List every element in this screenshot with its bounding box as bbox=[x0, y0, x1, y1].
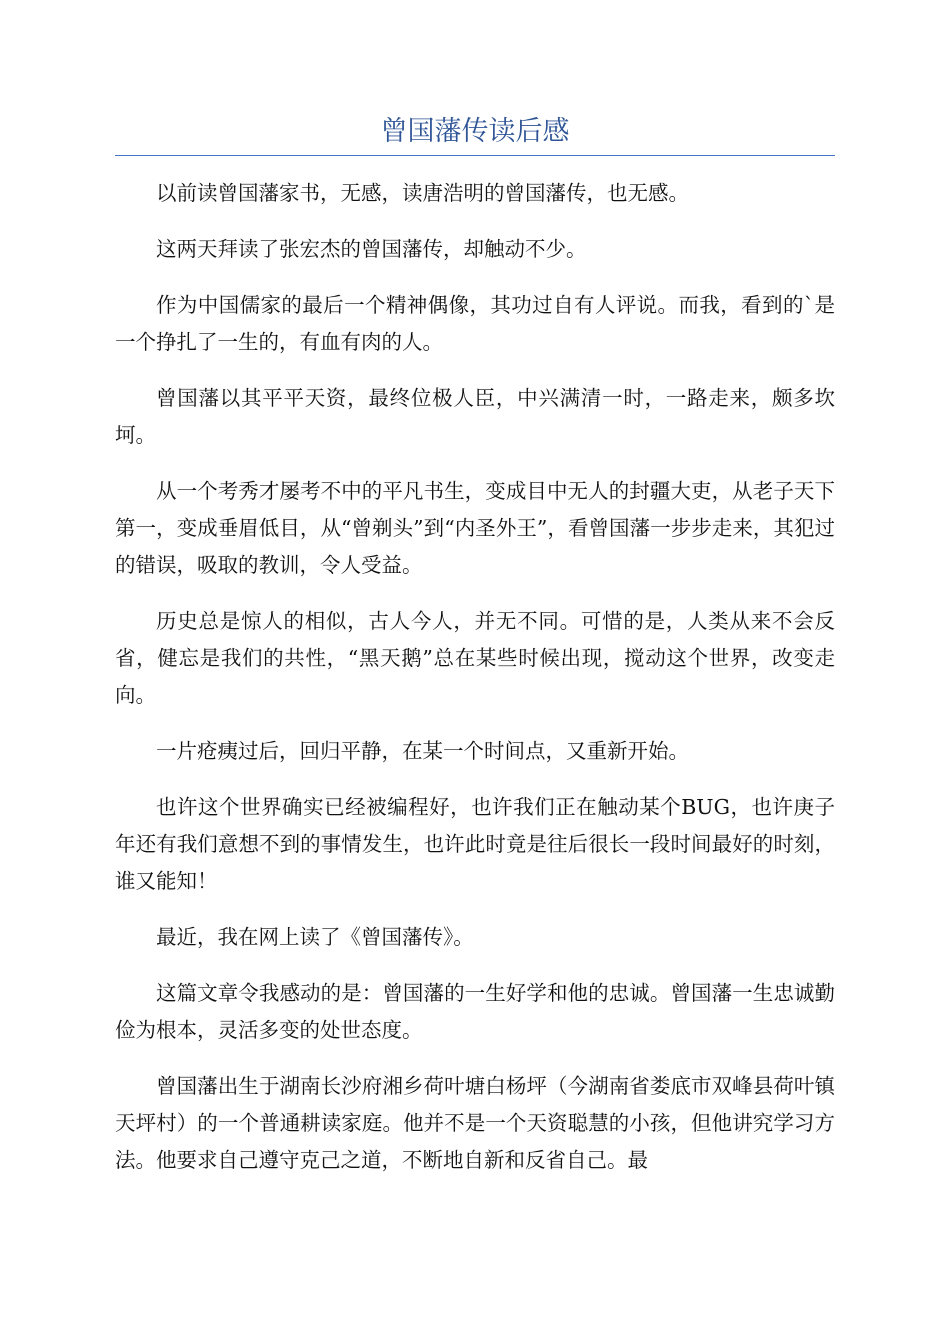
paragraph-9: 最近，我在网上读了《曾国藩传》。 bbox=[156, 925, 474, 949]
paragraph-1: 以前读曾国藩家书，无感，读唐浩明的曾国藩传，也无感。 bbox=[156, 181, 689, 205]
paragraph-10: 这篇文章令我感动的是：曾国藩的一生好学和他的忠诚。曾国藩一生忠诚勤俭为根本，灵活多变的处世态度。 bbox=[115, 981, 835, 1042]
paragraph-11: 曾国藩出生于湖南长沙府湘乡荷叶塘白杨坪（今湖南省娄底市双峰县荷叶镇天坪村）的一个普通耕读家庭。他并不是一个天资聪慧的小孩，但他讲究学习方法。他要求自己遵守克己之道，不断地自新和反省自己。最 bbox=[115, 1074, 835, 1172]
paragraph-2: 这两天拜读了张宏杰的曾国藩传，却触动不少。 bbox=[156, 237, 587, 261]
title-underline bbox=[115, 155, 835, 156]
document-body bbox=[115, 175, 835, 1198]
paragraph-4: 曾国藩以其平平天资，最终位极人臣，中兴满清一时，一路走来，颇多坎坷。 bbox=[115, 386, 835, 447]
paragraph-6: 历史总是惊人的相似，古人今人，并无不同。可惜的是，人类从来不会反省，健忘是我们的共性，“黑天鹅”总在某些时候出现，搅动这个世界，改变走向。 bbox=[115, 609, 835, 707]
paragraph-5: 从一个考秀才屡考不中的平凡书生，变成目中无人的封疆大吏，从老子天下第一，变成垂眉低目，从“曾剃头”到“内圣外王”，看曾国藩一步步走来，其犯过的错误，吸取的教训，令人受益。 bbox=[115, 479, 835, 577]
document-title: 曾国藩传读后感 bbox=[380, 116, 570, 147]
paragraph-7: 一片疮痍过后，回归平静，在某一个时间点，又重新开始。 bbox=[156, 739, 689, 763]
paragraph-8: 也许这个世界确实已经被编程好，也许我们正在触动某个BUG，也许庚子年还有我们意想不到的事情发生，也许此时竟是往后很长一段时间最好的时刻，谁又能知！ bbox=[115, 795, 835, 893]
paragraph-3: 作为中国儒家的最后一个精神偶像，其功过自有人评说。而我，看到的`是一个挣扎了一生的，有血有肉的人。 bbox=[115, 293, 835, 354]
